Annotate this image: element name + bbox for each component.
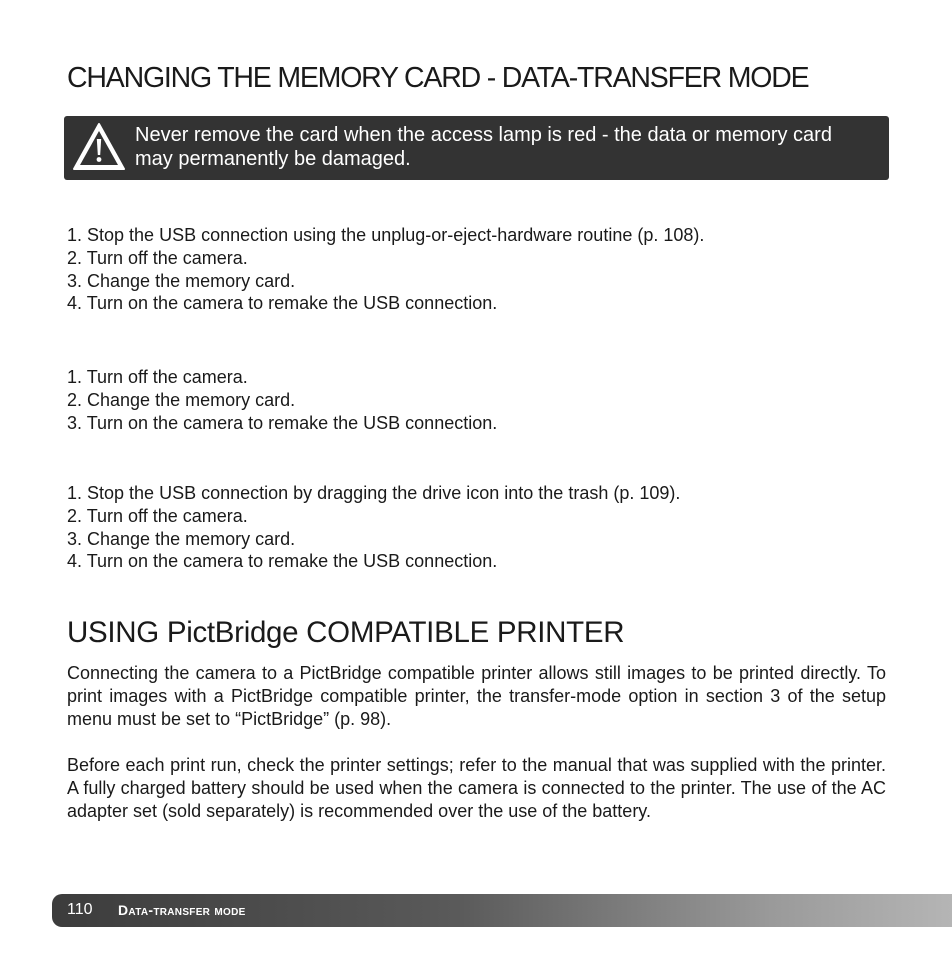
list-item: 2. Change the memory card. [67, 389, 296, 410]
page-footer [52, 894, 952, 927]
list-item: 4. Turn on the camera to remake the USB connection. [67, 293, 498, 314]
footer-section-title: Data-transfer mode [118, 902, 246, 918]
warning-text: Never remove the card when the access lamp is red - the data or memory card may permanently be damaged. [135, 124, 832, 170]
warning-box [64, 116, 889, 180]
list-item: 1. Stop the USB connection using the unplug-or-eject-hardware routine (p. 108). [67, 225, 705, 245]
paragraph: Connecting the camera to a PictBridge compatible printer allows still images to be printed directly. To print images with a PictBridge compatible printer, the transfer-mode option in section 3 of the setup menu must be set to “PictBridge” (p. 98). [67, 663, 886, 729]
steps-list-3 [67, 482, 897, 573]
list-item: 1. Stop the USB connection by dragging the drive icon into the trash (p. 109). [67, 483, 681, 503]
section-heading: USING PictBridge COMPATIBLE PRINTER [67, 616, 625, 649]
page-number: 110 [67, 901, 93, 918]
page-title: CHANGING THE MEMORY CARD - DATA-TRANSFER MODE [67, 62, 809, 94]
list-item: 3. Turn on the camera to remake the USB connection. [67, 412, 498, 433]
list-item: 2. Turn off the camera. [67, 505, 248, 526]
list-item: 4. Turn on the camera to remake the USB connection. [67, 551, 498, 572]
steps-list-1 [67, 224, 897, 315]
warning-triangle-icon [72, 122, 126, 172]
list-item: 3. Change the memory card. [67, 270, 296, 291]
paragraph: Before each print run, check the printer settings; refer to the manual that was supplied with the printer. A fully charged battery should be used when the camera is connected to the printer. The use of the AC adapter set (sold separately) is recommended over the use of the battery. [67, 755, 886, 821]
list-item: 3. Change the memory card. [67, 528, 296, 549]
list-item: 1. Turn off the camera. [67, 367, 248, 387]
list-item: 2. Turn off the camera. [67, 247, 248, 268]
steps-list-2 [67, 366, 897, 434]
